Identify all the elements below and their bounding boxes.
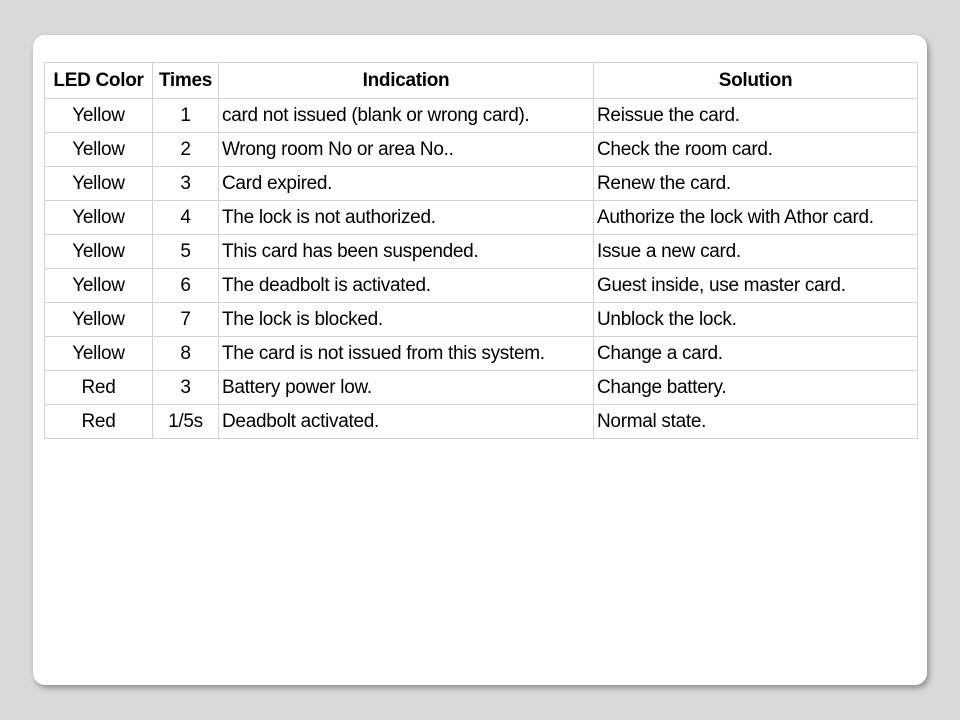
cell-indication: Card expired. (219, 167, 594, 201)
header-times: Times (153, 63, 219, 99)
table-header-row (45, 63, 918, 99)
table-row (45, 405, 918, 439)
cell-indication: Battery power low. (219, 371, 594, 405)
cell-indication: This card has been suspended. (219, 235, 594, 269)
cell-times: 3 (153, 371, 219, 405)
cell-solution: Renew the card. (594, 167, 918, 201)
cell-times: 7 (153, 303, 219, 337)
cell-times: 8 (153, 337, 219, 371)
cell-solution: Guest inside, use master card. (594, 269, 918, 303)
cell-led-color: Yellow (45, 269, 153, 303)
header-indication: Indication (219, 63, 594, 99)
cell-indication: The lock is not authorized. (219, 201, 594, 235)
cell-times: 6 (153, 269, 219, 303)
cell-times: 5 (153, 235, 219, 269)
table-row (45, 371, 918, 405)
cell-led-color: Red (45, 405, 153, 439)
cell-indication: Wrong room No or area No.. (219, 133, 594, 167)
table-row (45, 235, 918, 269)
cell-led-color: Yellow (45, 99, 153, 133)
header-solution: Solution (594, 63, 918, 99)
cell-solution: Reissue the card. (594, 99, 918, 133)
table-row (45, 133, 918, 167)
cell-led-color: Yellow (45, 133, 153, 167)
cell-solution: Authorize the lock with Athor card. (594, 201, 918, 235)
cell-times: 3 (153, 167, 219, 201)
cell-times: 1 (153, 99, 219, 133)
cell-indication: The card is not issued from this system. (219, 337, 594, 371)
table-row (45, 337, 918, 371)
slide-card (33, 35, 927, 685)
cell-indication: Deadbolt activated. (219, 405, 594, 439)
table-row (45, 269, 918, 303)
cell-solution: Check the room card. (594, 133, 918, 167)
table-row (45, 303, 918, 337)
table-row (45, 201, 918, 235)
cell-indication: The deadbolt is activated. (219, 269, 594, 303)
cell-led-color: Yellow (45, 303, 153, 337)
cell-solution: Issue a new card. (594, 235, 918, 269)
cell-led-color: Yellow (45, 235, 153, 269)
cell-solution: Unblock the lock. (594, 303, 918, 337)
cell-led-color: Yellow (45, 167, 153, 201)
table-row (45, 167, 918, 201)
cell-led-color: Yellow (45, 201, 153, 235)
cell-solution: Change a card. (594, 337, 918, 371)
cell-times: 2 (153, 133, 219, 167)
cell-led-color: Red (45, 371, 153, 405)
cell-led-color: Yellow (45, 337, 153, 371)
cell-times: 1/5s (153, 405, 219, 439)
cell-solution: Change battery. (594, 371, 918, 405)
cell-times: 4 (153, 201, 219, 235)
cell-indication: card not issued (blank or wrong card). (219, 99, 594, 133)
cell-indication: The lock is blocked. (219, 303, 594, 337)
cell-solution: Normal state. (594, 405, 918, 439)
table-row (45, 99, 918, 133)
header-led-color: LED Color (45, 63, 153, 99)
led-status-table (44, 62, 918, 439)
